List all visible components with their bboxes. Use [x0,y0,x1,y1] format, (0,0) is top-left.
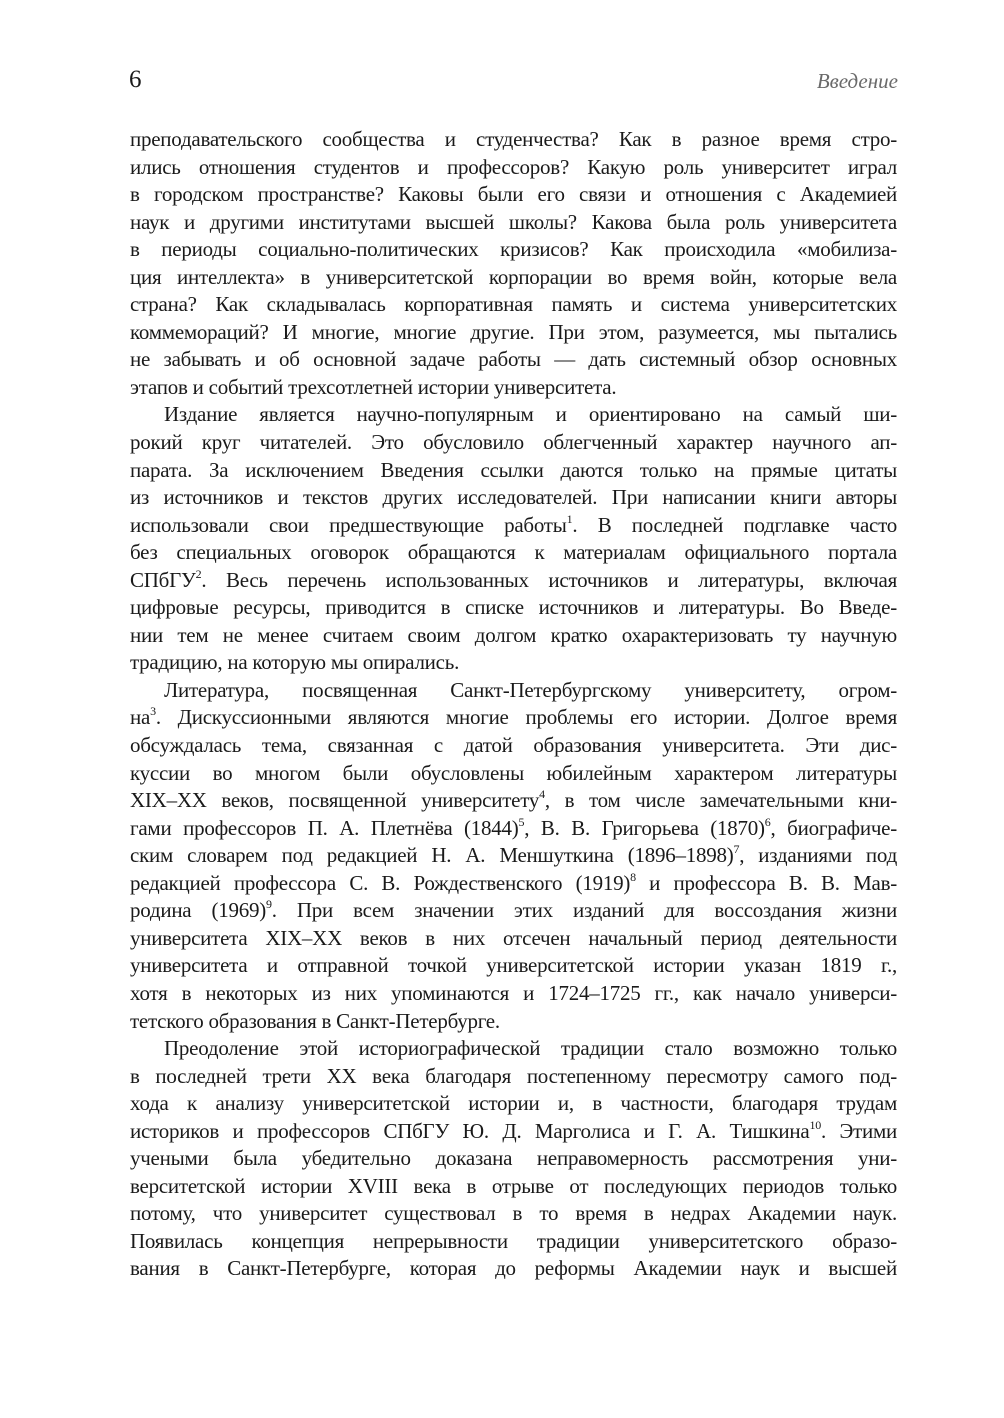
text-segment: из источников и текстов других исследователей. При написании книги авторы [130,485,897,510]
text-segment: в последней трети XX века благодаря постепенному пересмотру самого под- [130,1063,897,1088]
footnote-marker: 10 [809,1117,821,1132]
text-line [130,815,897,843]
footnote-marker: 6 [764,814,771,829]
footnote-marker: 9 [265,897,272,912]
text-segment: . Дискуссионными являются многие проблемы его истории. Долгое время [155,705,897,730]
text-line [130,484,897,512]
text-segment: ились отношения студентов и профессоров? Какую роль университет играл [130,154,897,179]
text-line [130,1063,897,1091]
text-segment: , в том числе замечательными кни- [544,788,897,813]
text-segment: без специальных оговорок обращаются к материалам официального портала [130,540,897,565]
text-segment: тетского образования в Санкт-Петербурге. [130,1008,500,1033]
text-segment: верситетской истории XVIII века в отрыве от последующих периодов только [130,1173,897,1198]
text-segment: ция интеллекта» в университетской корпорации во время войн, которые вела [130,264,897,289]
text-segment: и профессора В. В. Мав- [635,870,897,895]
running-head: Введение [816,69,898,93]
body-text [130,126,897,1283]
text-line [130,1008,897,1036]
text-line [130,264,897,292]
text-line [130,236,897,264]
text-segment: , биографиче- [770,815,897,840]
text-segment: . В последней подглавке часто [572,512,897,537]
text-segment: , изданиями под [739,843,897,868]
text-line [130,952,897,980]
text-line [130,649,897,677]
text-segment: не забывать и об основной задаче работы — дать системный обзор основных [130,347,897,372]
text-segment: хода к анализу университетской истории и, в частности, благодаря трудам [130,1091,897,1116]
text-segment: гами профессоров П. А. Плетнёва (1844) [130,815,519,840]
text-segment: этапов и событий трехсотлетней истории университета. [130,374,617,399]
text-segment: XIX–XX веков, посвященной университету [130,788,540,813]
text-line [130,346,897,374]
page-number: 6 [129,66,142,93]
text-segment: родина (1969) [130,898,266,923]
text-segment: Преодоление этой историографической традиции стало возможно только [164,1036,897,1061]
text-line [130,319,897,347]
text-line [130,980,897,1008]
text-segment: куссии во многом были обусловлены юбилейным характером литературы [130,760,897,785]
text-segment: использовали свои предшествующие работы [130,512,567,537]
text-segment: в периоды социально-политических кризисов? Как происходила «мобилиза- [130,237,897,262]
text-segment: парата. За исключением Введения ссылки даются только на прямые цитаты [130,457,897,482]
text-segment: на [130,705,151,730]
footnote-marker: 3 [150,704,156,719]
text-segment: , В. В. Григорьева (1870) [524,815,765,840]
text-line [130,1228,897,1256]
text-line [130,897,897,925]
text-segment: хотя в некоторых из них упоминаются и 1724–1725 гг., как начало универси- [130,980,897,1005]
text-line [130,594,897,622]
text-line [130,126,897,154]
text-segment: вания в Санкт-Петербурге, которая до реформы Академии наук и высшей [130,1256,897,1281]
paragraph-first-line [130,401,897,429]
text-line [130,181,897,209]
text-line [130,539,897,567]
text-line [130,154,897,182]
text-segment: нии тем не менее считаем своим долгом кратко охарактеризовать ту научную [130,622,897,647]
text-segment: Появилась концепция непрерывности традиции университетского образо- [130,1228,897,1253]
text-segment: историков и профессоров СПбГУ Ю. Д. Марголиса и Г. А. Тишкина [130,1118,810,1143]
text-segment: традицию, на которую мы опирались. [130,650,460,675]
footnote-marker: 8 [630,869,636,884]
footnote-marker: 7 [733,842,740,857]
text-line [130,925,897,953]
text-line [130,870,897,898]
text-segment: наук и другими институтами высшей школы? Какова была роль университета [130,209,897,234]
text-line [130,1145,897,1173]
text-line [130,374,897,402]
text-line [130,512,897,540]
text-segment: рокий круг читателей. Это обусловило облегченный характер научного ап- [130,430,897,455]
text-line [130,457,897,485]
text-line [130,1173,897,1201]
footnote-marker: 4 [539,787,545,802]
text-segment: потому, что университет существовал в то время в недрах Академии наук. [130,1201,897,1226]
text-segment: в городском пространстве? Каковы были его связи и отношения с Академией [130,182,897,207]
text-segment: . Этими [820,1118,897,1143]
text-segment: редакцией профессора С. В. Рождественского (1919) [130,870,631,895]
text-segment: учеными была убедительно доказана неправомерность рассмотрения уни- [130,1146,897,1171]
text-line [130,760,897,788]
text-line [130,842,897,870]
text-line [130,1255,897,1283]
text-segment: . При всем значении этих изданий для воссоздания жизни [271,898,897,923]
text-segment: СПбГУ [130,567,196,592]
paragraph-first-line [130,1035,897,1063]
text-line [130,704,897,732]
text-line [130,622,897,650]
text-line [130,732,897,760]
text-segment: цифровые ресурсы, приводится в списке источников и литературы. Во Введе- [130,595,897,620]
text-line [130,1118,897,1146]
text-segment: преподавательского сообщества и студенчества? Как в разное время стро- [130,127,897,151]
text-line [130,429,897,457]
text-segment: ским словарем под редакцией Н. А. Меншуткина (1896–1898) [130,843,734,868]
text-segment: Издание является научно-популярным и ориентировано на самый ши- [164,402,897,427]
text-line [130,209,897,237]
text-segment: страна? Как складывалась корпоративная память и система университетских [130,292,897,317]
text-segment: университета и отправной точкой университетской истории указан 1819 г., [130,953,897,978]
text-segment: университета XIX–XX веков в них отсечен начальный период деятельности [130,925,897,950]
text-line [130,787,897,815]
footnote-marker: 2 [195,566,202,581]
text-segment: обсуждалась тема, связанная с датой образования университета. Эти дис- [130,733,897,758]
text-line [130,1090,897,1118]
footnote-marker: 5 [518,814,525,829]
text-segment: . Весь перечень использованных источников и литературы, включая [201,567,897,592]
text-line [130,291,897,319]
footnote-marker: 1 [566,511,573,526]
text-segment: коммемораций? И многие, многие другие. При этом, разумеется, мы пытались [130,319,897,344]
text-segment: Литература, посвященная Санкт-Петербургскому университету, огром- [164,677,897,702]
paragraph-first-line [130,677,897,705]
text-line [130,1200,897,1228]
text-line [130,567,897,595]
